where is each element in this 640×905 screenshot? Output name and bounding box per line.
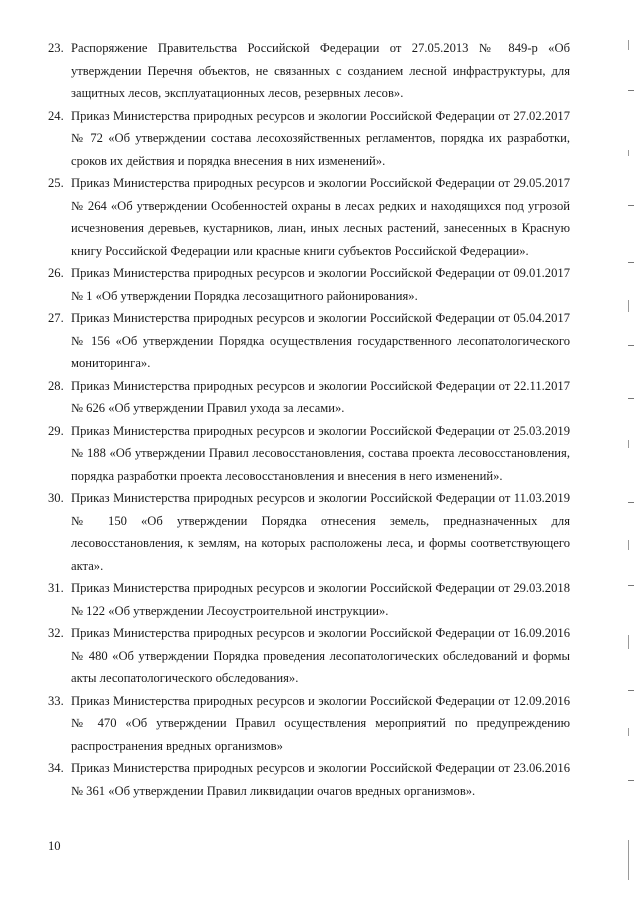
item-number: 29. — [48, 423, 64, 438]
item-text: Приказ Министерства природных ресурсов и экологии Российской Федерации от 09.01.2017 № 1 «Об утверждении Порядка лесозащитного районирования». — [71, 266, 570, 303]
edge-mark — [628, 300, 629, 312]
item-text: Распоряжение Правительства Российской Федерации от 27.05.2013 № 849-р «Об утверждении Перечня объектов, не связанных с созданием лесной инфраструктуры, для защитных лесов, эксплуатационных лесов, резервных лесов». — [71, 41, 570, 100]
item-text: Приказ Министерства природных ресурсов и экологии Российской Федерации от 25.03.2019 № 188 «Об утверждении Правил лесовосстановления, состава проекта лесовосстановления, порядка разработки проекта лесовосстановления и внесения в него изменений». — [71, 423, 570, 483]
edge-mark — [628, 780, 634, 781]
item-text: Приказ Министерства природных ресурсов и экологии Российской Федерации от 22.11.2017 № 626 «Об утверждении Правил ухода за лесами». — [71, 378, 570, 415]
item-number: 25. — [48, 176, 64, 190]
item-number: 23. — [48, 41, 64, 55]
edge-mark — [628, 502, 634, 503]
regulation-list — [48, 37, 570, 802]
edge-mark — [628, 205, 634, 206]
list-item — [48, 37, 570, 105]
item-text: Приказ Министерства природных ресурсов и экологии Российской Федерации от 12.09.2016 № 470 «Об утверждении Правил осуществления мероприятий по предупреждению распространения вредных организмов» — [71, 693, 570, 753]
item-text: Приказ Министерства природных ресурсов и экологии Российской Федерации от 29.05.2017 № 264 «Об утверждении Особенностей охраны в лесах редких и находящихся под угрозой исчезновения деревьев, кустарников, лиан, иных лесных растений, занесенных в Красную книгу Российской Федерации или красные книги субъектов Российской Федерации». — [71, 176, 570, 258]
item-number: 32. — [48, 626, 64, 640]
edge-mark — [628, 440, 629, 448]
item-number: 34. — [48, 761, 64, 775]
list-item — [48, 172, 570, 262]
list-item — [48, 375, 570, 420]
list-item — [48, 690, 570, 758]
item-number: 33. — [48, 693, 64, 708]
item-number: 30. — [48, 491, 64, 505]
item-text: Приказ Министерства природных ресурсов и экологии Российской Федерации от 27.02.2017 № 72 «Об утверждении состава лесохозяйственных регламентов, порядка их разработки, сроков их действия и порядка внесения в них изменений». — [71, 108, 570, 168]
item-text: Приказ Министерства природных ресурсов и экологии Российской Федерации от 29.03.2018 № 122 «Об утверждении Лесоустроительной инструкции». — [71, 581, 570, 618]
list-item — [48, 105, 570, 173]
list-item — [48, 420, 570, 488]
edge-mark — [628, 90, 634, 91]
scan-edge-marks — [600, 0, 640, 905]
edge-mark — [628, 585, 634, 586]
item-text: Приказ Министерства природных ресурсов и экологии Российской Федерации от 23.06.2016 № 361 «Об утверждении Правил ликвидации очагов вредных организмов». — [71, 761, 570, 798]
item-number: 24. — [48, 108, 64, 123]
item-text: Приказ Министерства природных ресурсов и экологии Российской Федерации от 05.04.2017 № 156 «Об утверждении Порядка осуществления государственного лесопатологического мониторинга». — [71, 311, 570, 370]
item-text: Приказ Министерства природных ресурсов и экологии Российской Федерации от 11.03.2019 № 150 «Об утверждении Порядка отнесения земель, предназначенных для лесовосстановления, к землям, на которых расположены леса, и формы соответствующего акта». — [71, 491, 570, 573]
edge-mark — [628, 728, 629, 736]
list-item — [48, 577, 570, 622]
item-number: 31. — [48, 581, 64, 595]
edge-mark — [628, 840, 629, 880]
edge-mark — [628, 150, 629, 156]
edge-mark — [628, 40, 629, 50]
list-item — [48, 487, 570, 577]
list-item — [48, 262, 570, 307]
item-number: 28. — [48, 378, 64, 393]
edge-mark — [628, 635, 629, 649]
item-text: Приказ Министерства природных ресурсов и экологии Российской Федерации от 16.09.2016 № 480 «Об утверждении Порядка проведения лесопатологических обследований и формы акты лесопатологического обследования». — [71, 626, 570, 685]
item-number: 26. — [48, 266, 64, 280]
edge-mark — [628, 690, 634, 691]
edge-mark — [628, 345, 634, 346]
edge-mark — [628, 262, 634, 263]
edge-mark — [628, 540, 629, 550]
item-number: 27. — [48, 311, 64, 325]
page-number: 10 — [48, 839, 61, 853]
list-item — [48, 757, 570, 802]
list-item — [48, 307, 570, 375]
edge-mark — [628, 398, 634, 399]
list-item — [48, 622, 570, 690]
